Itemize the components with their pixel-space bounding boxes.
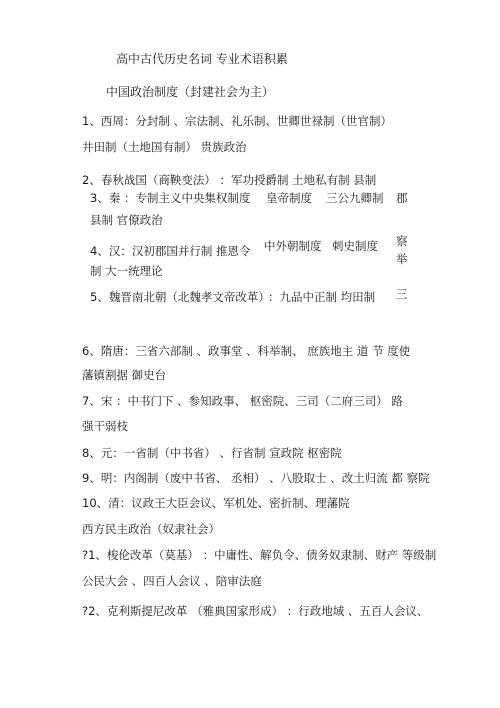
item-9-line: 9、明：内阁制（废中书省、 丞相） 、八股取士 、改土归流 都 察院 (82, 471, 430, 485)
item-3-three-lords: 三公九卿制 (326, 191, 384, 205)
item-10-line: 10、清：议政王大臣会议、军机处、密折制、理藩院 (82, 496, 350, 510)
section-heading-west: 西方民主政治（奴隶社会） (82, 522, 220, 536)
west-item-2-line: ?2、克利斯提尼改革 （雅典国家形成） ：行政地域 、五百人会议、 (82, 604, 429, 618)
section-heading-china: 中国政治制度（封建社会为主） (106, 85, 275, 99)
item-6-line-2: 藩镇割据 御史台 (82, 368, 167, 382)
item-5-line-2: ：九品中正制 均田制 (268, 290, 376, 304)
document-title: 高中古代历史名词 专业术语积累 (116, 52, 288, 66)
item-6-line-1: 6、隋唐：三省六部制 、政事堂 、科举制、 庶族地主 道 节 度使 (82, 344, 411, 358)
item-4-ju-char-cut: 举 (396, 252, 408, 266)
west-item-1-line-1: ?1、梭伦改革（莫基） ：中庸性、解负令、债务奴隶制、财产 等级制 (82, 548, 437, 562)
item-4-inner-outer-court: 中外朝制度 (264, 239, 322, 253)
item-4-inspector-system: 刺史制度 (332, 239, 378, 253)
item-4-cha-char: 察 (396, 234, 408, 248)
item-1-line-2: 井田制（土地国有制） 贵族政治 (82, 140, 247, 154)
item-2-line: 2、春秋战国（商鞅变法） ：军功授爵制 土地私有制 县制 (82, 173, 377, 187)
item-3-line-1: 3、秦 ：专制主义中央集权制度 (90, 191, 251, 205)
item-3-line-2: 县制 官僚政治 (90, 213, 163, 227)
item-1-line-1: 1、西周：分封制 、宗法制、礼乐制、世卿世禄制（世官制） (82, 114, 392, 128)
west-item-1-line-2: 公民大会 、四百人会议 、陪审法庭 (82, 574, 262, 588)
item-7-line-1: 7、宋 ：中书门下 、参知政事、 枢密院、三司（二府三司） 路 (82, 394, 403, 408)
item-3-emperor-system: 皇帝制度 (266, 191, 312, 205)
item-7-line-2: 强干弱枝 (82, 419, 128, 433)
item-8-line: 8、元：一省制（中书省） 、行省制 宣政院 枢密院 (82, 446, 342, 460)
item-5-line-1: 5、魏晋南北朝（北魏孝文帝改革） (90, 290, 270, 304)
item-4-line-2: 制 大一统理论 (90, 264, 163, 278)
item-3-prefecture-char: 郡 (396, 191, 408, 205)
item-5-san-char-cut: 三 (396, 287, 408, 301)
item-4-line-1: 4、汉：汉初郡国并行制 推恩令 (90, 244, 251, 258)
